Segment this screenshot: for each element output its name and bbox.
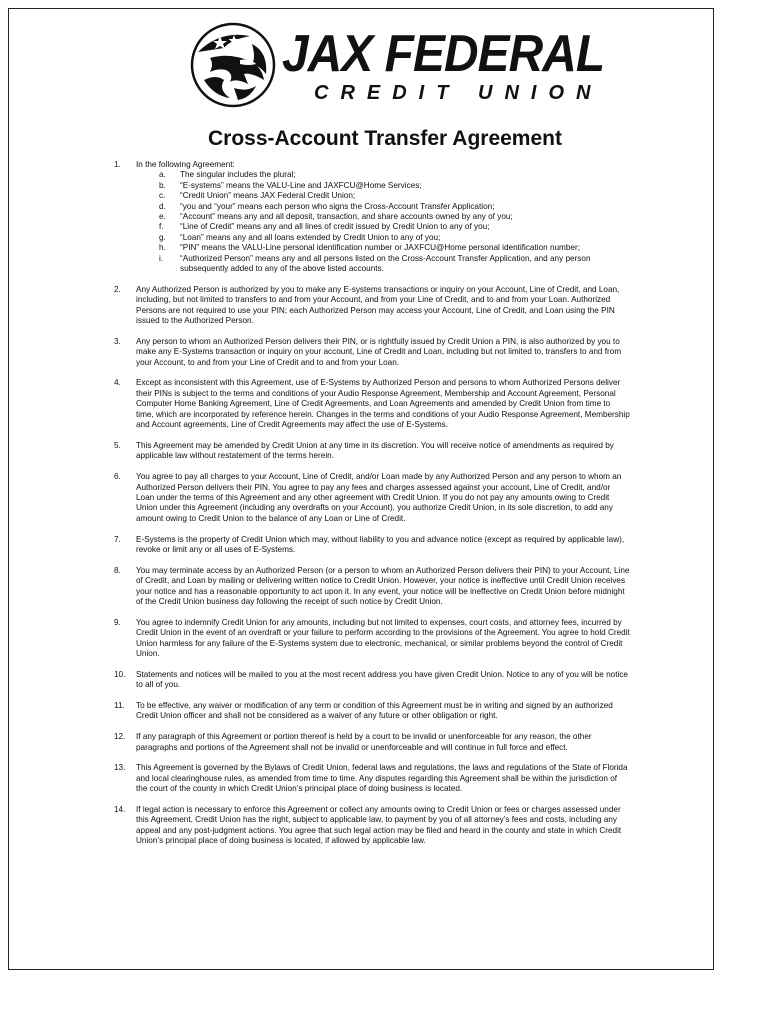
clause-9 (114, 618, 630, 660)
logo-name: JAX FEDERAL (282, 25, 605, 83)
definition-item (136, 222, 630, 232)
definition-item (136, 191, 630, 201)
clause-text: You agree to indemnify Credit Union for any amounts, including but not limited to expenses, court costs, and attorney fees, incurred by Credit Union in the event of an overdraft or your failure to perform according to the provisions of the Agreement. You agree to hold Credit Union harmless for any failure of the E-Systems system due to electronic, mechanical, or similar problems beyond the control of Credit Union. (136, 617, 630, 658)
definition-letter: g. (159, 232, 166, 242)
clause-number: 8. (114, 565, 121, 575)
definition-text: “Account” means any and all deposit, transaction, and share accounts owned by any of you; (180, 212, 513, 222)
definition-item (136, 233, 630, 243)
clause-4 (114, 378, 630, 430)
clause-text: This Agreement may be amended by Credit Union at any time in its discretion. You will receive notice of amendments as required by applicable law without restatement of the terms herein. (136, 440, 614, 461)
definition-text: “you and “your” means each person who signs the Cross-Account Transfer Application; (180, 201, 495, 211)
clause-5 (114, 441, 630, 462)
definition-letter: h. (159, 243, 166, 253)
definition-letter: b. (159, 180, 166, 190)
clause-text: You may terminate access by an Authorized Person (or a person to whom an Authorized Person delivers their PIN) to your Account, Line of Credit, and Loan by mailing or delivering written notice to Credit Union. However, your notice is ineffective until Credit Union receives your notice and has a reasonable opportunity to act upon it. In any event, your notice will be ineffective on Credit Union before midnight of the Credit Union business day following the receipt of such notice by Credit Union. (136, 565, 630, 606)
definition-text: “E-systems” means the VALU-Line and JAXFCU@Home Services; (180, 180, 422, 190)
clause-1 (114, 160, 630, 274)
clause-number: 2. (114, 284, 121, 294)
definition-letter: f. (159, 222, 164, 232)
clause-6 (114, 472, 630, 524)
clause-number: 11. (114, 700, 125, 710)
definition-letter: a. (159, 170, 166, 180)
clause-number: 3. (114, 336, 121, 346)
clause-text: If legal action is necessary to enforce this Agreement or collect any amounts owing to Credit Union or fees or charges assessed under this Agreement, Credit Union has the right, subject to applicable law, to payment by you of all attorney’s fees and costs, including any appeal and any post-judgment actions. You agree that such legal action may be filed and heard in the county and state in which Credit Union’s principal place of doing business is located, if allowed by applicable law. (136, 804, 622, 846)
clause-text: If any paragraph of this Agreement or portion thereof is held by a court to be invalid or unenforceable for any reason, the other paragraphs and portions of the Agreement shall not be invalid or unenforceable and will continue in full force and effect. (136, 732, 592, 752)
clause-number: 1. (114, 160, 121, 169)
clause-number: 12. (114, 732, 126, 742)
document-title: Cross-Account Transfer Agreement (208, 127, 562, 150)
definition-item (136, 170, 630, 180)
clause-12 (114, 732, 630, 753)
clause-number: 6. (114, 472, 121, 482)
definitions-list (136, 170, 630, 274)
clause-2 (114, 285, 630, 327)
clause-text: Statements and notices will be mailed to you at the most recent address you have given Credit Union. Notice to any of you will be notice to all of you. (136, 669, 628, 690)
clause-10 (114, 670, 630, 691)
clause-text: Any person to whom an Authorized Person delivers their PIN, or is rightfully issued by Credit Union a PIN, is also authorized by you to make any E-Systems transaction or inquiry on your account, Line of Credit and Loan, including but not limited to, transfers to and from your Account, to and from your Line of Credit and to and from your Loan. (136, 336, 622, 367)
eagle-seal-icon (190, 22, 276, 108)
definition-text: The singular includes the plural; (180, 170, 296, 180)
clause-number: 9. (114, 617, 121, 627)
definition-item (136, 202, 630, 212)
definition-letter: e. (159, 212, 166, 222)
clause-7 (114, 535, 630, 556)
definition-item (136, 243, 630, 253)
clause-number: 14. (114, 804, 126, 814)
clause-text: Except as inconsistent with this Agreement, use of E-Systems by Authorized Person and persons to whom Authorized Persons deliver their PINs is subject to the terms and conditions of your Audio Response Agreement, Membership and Account Agreement, Personal Computer Home Banking Agreement, Line of Credit Agreements, and Loan Agreements and amended by Credit Union from time to time, which are incorporated by reference herein. Changes in the terms and conditions of your Audio Response Agreement, Membership and Account agreements, Line of Credit Agreements may affect the use of E-Systems. (136, 378, 630, 430)
clause-8 (114, 566, 630, 608)
definition-text: “Credit Union” means JAX Federal Credit Union; (180, 191, 356, 201)
clause-13 (114, 763, 630, 794)
clause-text: This Agreement is governed by the Bylaws of Credit Union, federal laws and regulations, the laws and regulations of the State of Florida and local clearinghouse rules, as amended from time to time. Any disputes regarding this Agreement shall be within the jurisdiction of the court of the county in which Credit Union’s principal place of doing business is located. (136, 763, 628, 794)
definition-text: “Line of Credit” means any and all lines of credit issued by Credit Union to any of you; (180, 222, 490, 232)
clause-3 (114, 337, 630, 368)
definition-item (136, 212, 630, 222)
definition-text: “Loan” means any and all loans extended by Credit Union to any of you; (180, 232, 441, 242)
clause-number: 4. (114, 378, 121, 388)
clause-text: Any Authorized Person is authorized by you to make any E-systems transactions or inquiry on your Account, Line of Credit, and Loan, including, but not limited to transfers to and from your Account, and from your Line of Credit, and to and from your Loan. Authorized Persons are not required to use your PIN; each Authorized Person may access your Account, Line of Credit, and Loan using the PIN issued to the Authorized Person. (136, 284, 620, 326)
credit-union-logo (190, 22, 605, 108)
clause-text: You agree to pay all charges to your Account, Line of Credit, and/or Loan made by any Authorized Person and any person to whom an Authorized Person delivers their PIN. You agree to pay any fees and charges assessed against your account, Line of Credit, and/or Loan under the terms of this Agreement and any other agreement with Credit Union. If you do not pay any amounts owing to Credit Union under this Agreement (including any overdrafts on your Account), you authorize Credit Union, in its sole discretion, to add any amount owing to Credit Union to the balance of any Loan or Line of Credit. (136, 472, 622, 523)
clause-number: 10. (114, 669, 126, 679)
agreement-body (114, 160, 630, 857)
clause-text: In the following Agreement: (136, 160, 235, 169)
definition-letter: d. (159, 201, 166, 211)
clause-14 (114, 805, 630, 847)
clause-text: E-Systems is the property of Credit Union which may, without liability to you and advance notice (except as required by applicable law), revoke or limit any or all uses of E-Systems. (136, 534, 625, 554)
logo-subtitle: CREDIT UNION (314, 82, 603, 104)
clauses-list (114, 285, 630, 847)
clause-text: To be effective, any waiver or modification of any term or condition of this Agreement must be in writing and signed by an authorized Credit Union officer and shall not be considered as a waiver of any future or other obligation or right. (136, 700, 613, 721)
definition-letter: i. (159, 253, 164, 263)
definition-text: “Authorized Person” means any and all persons listed on the Cross-Account Transfer Application, and any person subsequently added to any of the above listed accounts. (180, 253, 591, 274)
definition-letter: c. (159, 191, 166, 201)
definition-item (136, 181, 630, 191)
clause-number: 13. (114, 763, 126, 773)
clause-11 (114, 701, 630, 722)
clause-number: 7. (114, 534, 121, 544)
definition-item (136, 254, 630, 275)
definition-text: “PIN” means the VALU-Line personal identification number or JAXFCU@Home personal identification number; (180, 243, 580, 253)
clause-number: 5. (114, 440, 121, 450)
